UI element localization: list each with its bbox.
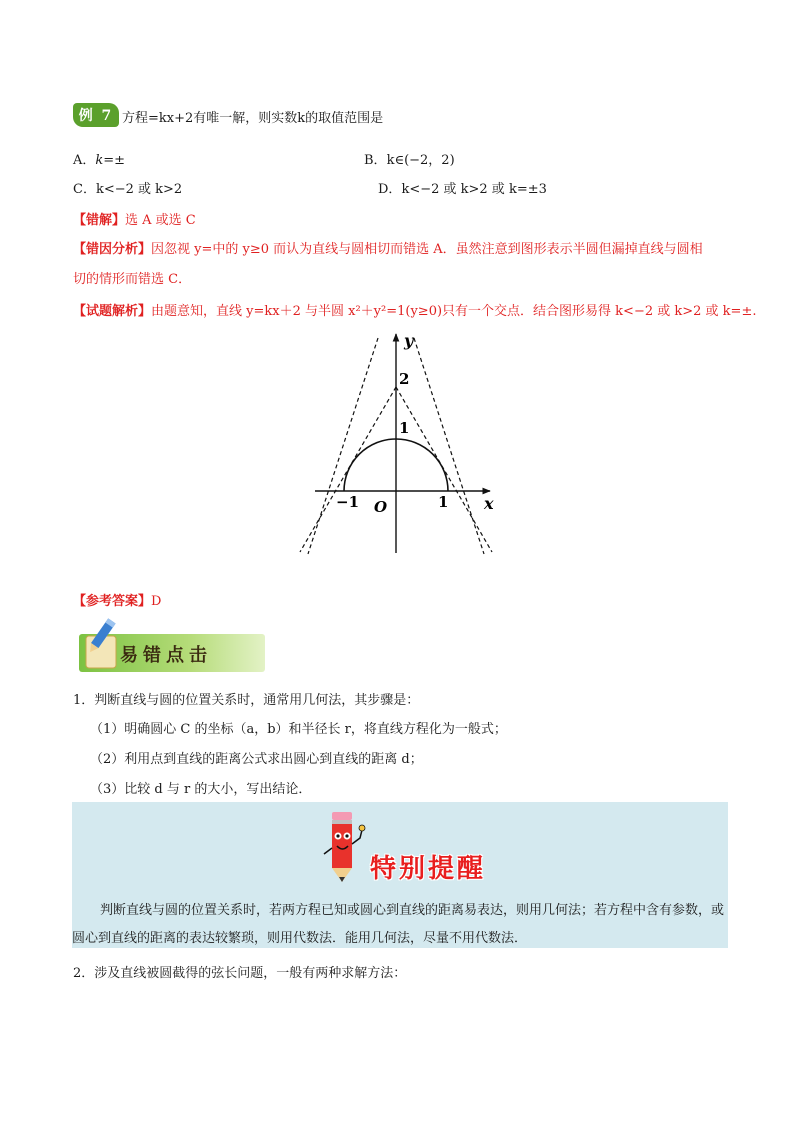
option-d: [378, 178, 547, 197]
label-1-x: 1: [438, 493, 449, 511]
wrong-solution: [73, 209, 196, 228]
solution-line: [73, 300, 756, 319]
steep-line-left: [308, 338, 378, 554]
point-step-3: （3）比较 d 与 r 的大小，写出结论．: [90, 782, 312, 797]
answer-line: [73, 590, 161, 609]
option-c-text: k<−2 或 k>2: [95, 182, 183, 197]
error-analysis-text1: 因忽视 y=中的 y≥0 而认为直线与圆相切而错选 A．虽然注意到图形表示半圆但漏掉直线与圆相: [151, 242, 703, 257]
option-b-label: B．: [364, 153, 387, 168]
label-neg1: −1: [336, 493, 360, 511]
option-d-label: D．: [378, 182, 402, 197]
reminder-text: 判断直线与圆的位置关系时，若两方程已知或圆心到直线的距离易表达，则用几何法；若方程中含有参数，或圆心到直线的距离的表达较繁琐，则用代数法．能用几何法，尽量不用代数法．: [72, 903, 725, 946]
solution-text: 由题意知，直线 y=kx＋2 与半圆 x²＋y²=1(y≥0)只有一个交点．结合图形易得 k<−2 或 k>2 或 k=±.: [151, 304, 757, 319]
solution-tag: 【试题解析】: [73, 304, 152, 319]
answer-text: D: [151, 594, 162, 609]
option-c: [73, 178, 182, 197]
wrong-solution-text: 选 A 或选 C: [125, 213, 196, 228]
option-a-label: A．: [73, 153, 96, 168]
question-text: 方程=kx+2有唯一解，则实数k的取值范围是: [122, 111, 384, 126]
option-c-label: C．: [73, 182, 96, 197]
option-a: [73, 149, 125, 168]
label-1-y: 1: [399, 419, 410, 437]
pencil-mascot-icon: [318, 808, 366, 886]
coordinate-figure: [290, 328, 500, 558]
option-d-text: k<−2 或 k>2 或 k=±3: [401, 182, 547, 197]
point-step-2: （2）利用点到直线的距离公式求出圆心到直线的距离 d；: [90, 752, 423, 767]
error-analysis-line1: [73, 238, 703, 257]
wrong-solution-tag: 【错解】: [73, 213, 126, 228]
error-analysis-tag: 【错因分析】: [73, 242, 152, 257]
point-item-2: 2．涉及直线被圆截得的弦长问题，一般有两种求解方法：: [73, 966, 407, 981]
label-2: 2: [399, 370, 410, 388]
point-step-1: （1）明确圆心 C 的坐标（a，b）和半径长 r，将直线方程化为一般式；: [90, 722, 507, 737]
x-axis-label: x: [484, 494, 494, 513]
error-analysis-line2: 切的情形而错选 C．: [73, 272, 192, 287]
example-badge: 例 7: [73, 103, 119, 127]
pen-icon: [82, 616, 124, 672]
option-b-text: k∈(−2，2): [386, 153, 455, 168]
option-a-text: k=±: [95, 153, 126, 168]
answer-tag: 【参考答案】: [73, 594, 152, 609]
reminder-title: 特别提醒: [370, 854, 487, 884]
steep-line-right: [414, 338, 484, 554]
option-b: [364, 149, 455, 168]
origin-label: O: [374, 498, 388, 516]
point-item-1: 1．判断直线与圆的位置关系时，通常用几何法，其步骤是：: [73, 693, 420, 708]
y-axis-label: y: [404, 331, 414, 350]
section-title: 易错点击: [120, 645, 212, 666]
